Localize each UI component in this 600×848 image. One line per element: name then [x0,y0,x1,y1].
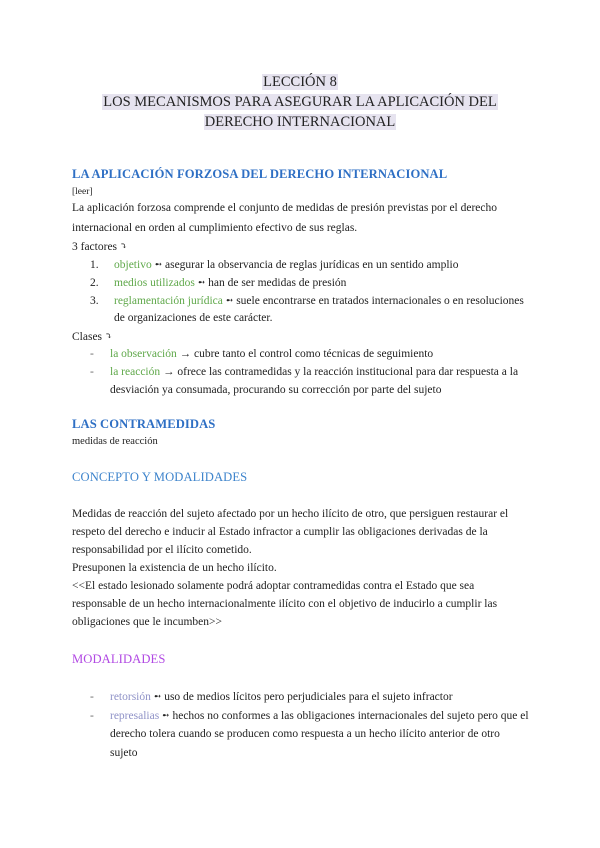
paragraph-line: La aplicación forzosa comprende el conjunto de medidas de presión previstas por el derecho [72,202,498,214]
list-dash: - [90,348,94,360]
modalidad-text-continuation: sujeto [110,747,138,759]
subsection-heading-modalidades: MODALIDADES [72,652,166,666]
factor-term: medios utilizados [114,277,195,289]
curved-arrow-icon: ⤵ [119,241,128,251]
modalidad-text: hechos no conformes a las obligaciones internacionales del sujeto pero que el [172,710,529,722]
arrow-icon: ➻ [154,259,163,269]
arrow-icon: → [179,348,192,360]
list-number: 1. [90,259,99,271]
arrow-icon: ➻ [162,710,170,720]
lesson-title-line-1: LOS MECANISMOS PARA ASEGURAR LA APLICACIÓN DEL [103,94,497,110]
modalidad-text: uso de medios lícitos pero perjudiciales para el sujeto infractor [164,691,453,703]
quote-line: <<El estado lesionado solamente podrá adoptar contramedidas contra el Estado que sea [72,580,475,592]
classes-label: Clases [72,331,103,343]
arrow-icon: → [163,366,175,378]
class-term: la observación [110,348,177,360]
factor-text: han de ser medidas de presión [208,277,347,289]
curved-arrow-icon: ⤵ [104,331,113,341]
lesson-title-line-2: DERECHO INTERNACIONAL [204,114,396,130]
paragraph-line: Presuponen la existencia de un hecho ilícito. [72,562,277,574]
class-text: ofrece las contramedidas y la reacción institucional para dar respuesta a la [177,366,519,378]
factor-term: reglamentación jurídica [114,295,223,307]
factor-text: asegurar la observancia de reglas jurídicas en un sentido amplio [165,259,459,271]
section-heading-aplicacion-forzosa: LA APLICACIÓN FORZOSA DEL DERECHO INTERNACIONAL [72,167,448,181]
quote-line: obligaciones que le incumben>> [72,616,222,628]
class-text: cubre tanto el control como técnicas de seguimiento [194,348,434,360]
paragraph-line: respeto del derecho e inducir al Estado infractor a cumplir las obligaciones derivadas de la [72,526,488,538]
subsection-heading-concepto: CONCEPTO Y MODALIDADES [72,470,248,484]
quote-line: responsable de un hecho internacionalmente ilícito con el objetivo de inducirlo a cumplir las [72,598,498,610]
modalidad-term: represalias [110,710,160,722]
section-heading-contramedidas: LAS CONTRAMEDIDAS [72,417,216,431]
factor-text: suele encontrarse en tratados internacionales o en resoluciones [236,295,524,307]
list-dash: - [90,691,94,703]
class-text-continuation: desviación ya consumada, procurando su corrección por parte del sujeto [110,384,442,396]
paragraph-line: internacional en orden al cumplimiento efectivo de sus reglas. [72,222,358,234]
lesson-title-block [0,72,600,132]
list-number: 3. [90,295,99,307]
list-dash: - [90,366,94,378]
arrow-icon: ➻ [197,277,206,287]
arrow-icon: ➻ [153,691,162,701]
list-number: 2. [90,277,99,289]
list-dash: - [90,710,94,722]
lesson-number: LECCIÓN 8 [263,74,337,90]
arrow-icon: ➻ [225,295,234,305]
section-subtitle: medidas de reacción [72,436,158,447]
paragraph-line: responsabilidad por el ilícito cometido. [72,544,252,556]
factors-label: 3 factores [72,241,118,253]
read-tag: [leer] [72,187,93,197]
class-term: la reacción [110,366,161,378]
factor-text-continuation: de organizaciones de este carácter. [114,312,273,324]
factor-term: objetivo [114,259,152,271]
paragraph-line: Medidas de reacción del sujeto afectado por un hecho ilícito de otro, que persiguen restaurar el [72,508,509,520]
modalidad-text-continuation: derecho tolera cuando se producen como respuesta a un hecho ilícito anterior de otro [110,728,500,740]
modalidad-term: retorsión [110,691,151,703]
